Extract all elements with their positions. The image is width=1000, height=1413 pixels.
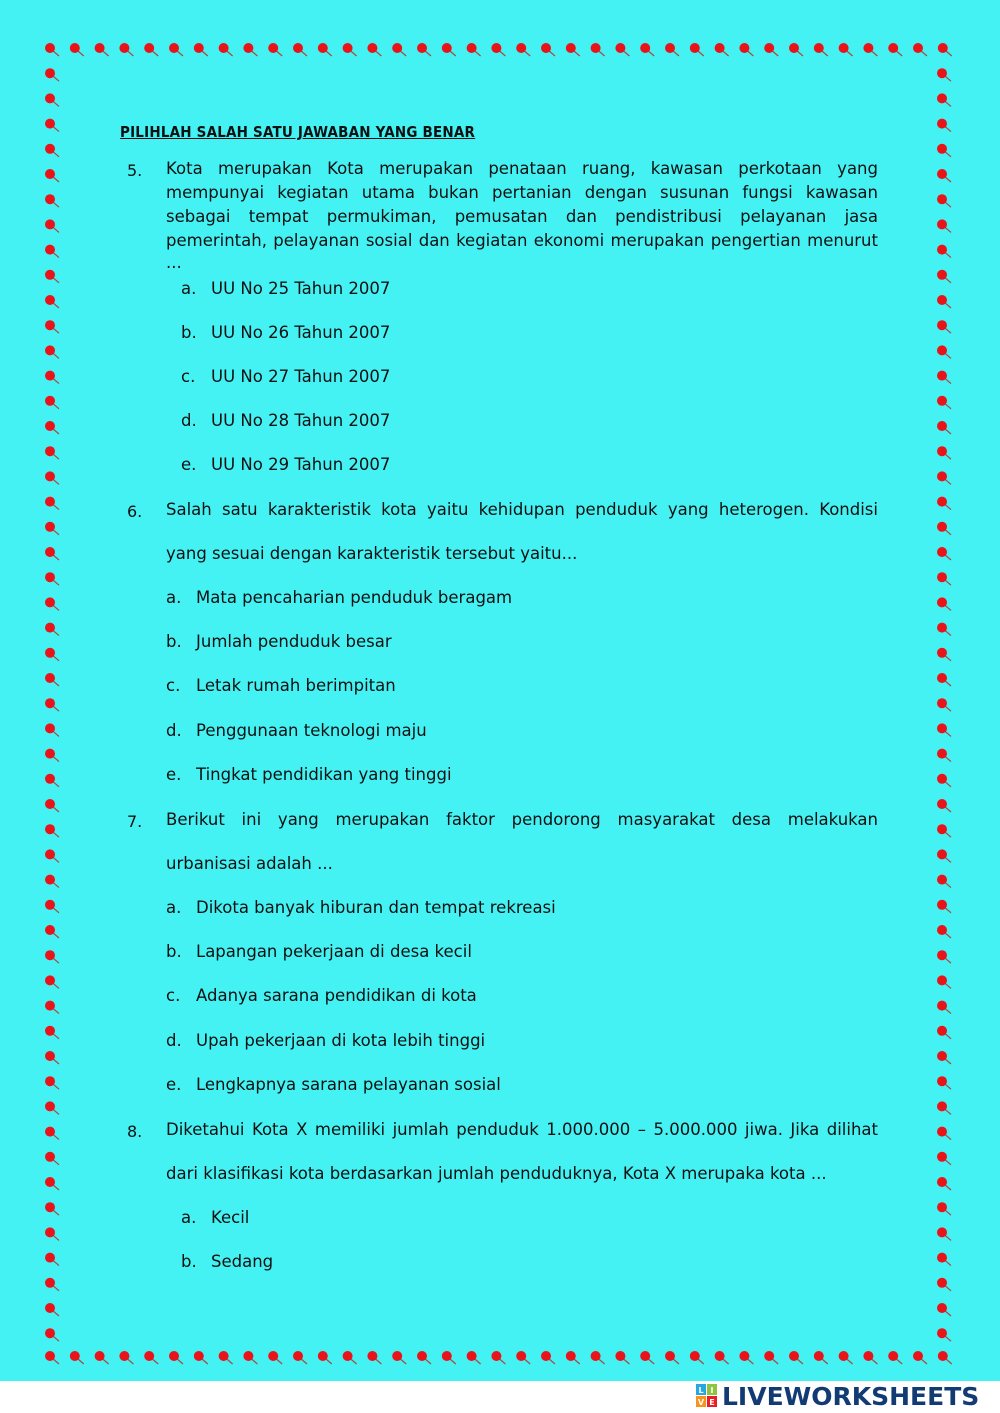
border-dot: [938, 43, 952, 56]
option-text: Upah pekerjaan di kota lebih tinggi: [196, 1031, 486, 1050]
border-dot: [45, 623, 59, 636]
border-dot: [45, 597, 59, 610]
border-dot: [937, 824, 951, 837]
border-dot: [45, 320, 59, 333]
option-text: Jumlah penduduk besar: [196, 632, 392, 651]
border-dot: [591, 1351, 605, 1364]
option-text: Tingkat pendidikan yang tinggi: [196, 765, 452, 784]
option-text: UU No 28 Tahun 2007: [211, 411, 391, 430]
option-letter: a.: [181, 279, 197, 298]
answer-option[interactable]: [181, 411, 390, 430]
border-dot: [937, 1328, 951, 1341]
border-dot: [591, 43, 605, 56]
option-text: UU No 26 Tahun 2007: [211, 323, 391, 342]
border-dot: [45, 1177, 59, 1190]
question-line: ...: [166, 253, 182, 272]
border-dot: [169, 43, 183, 56]
border-dot: [937, 295, 951, 308]
border-dot: [45, 43, 59, 56]
liveworksheets-logo-icon: [696, 1384, 718, 1408]
border-dot: [814, 1351, 828, 1364]
border-dot: [937, 371, 951, 384]
border-dot: [937, 1101, 951, 1114]
border-dot: [45, 749, 59, 762]
border-dot: [45, 1351, 59, 1364]
answer-option[interactable]: [166, 942, 472, 961]
border-dot: [45, 1101, 59, 1114]
logo-letter: E: [709, 1398, 715, 1407]
border-dot: [937, 875, 951, 888]
border-dot: [45, 572, 59, 585]
option-letter: a.: [166, 588, 182, 607]
option-text: UU No 27 Tahun 2007: [211, 367, 391, 386]
border-dot: [937, 119, 951, 132]
border-dot: [268, 1351, 282, 1364]
border-dot: [739, 1351, 753, 1364]
border-dot: [45, 194, 59, 207]
border-dot: [665, 43, 679, 56]
border-dot: [937, 1152, 951, 1165]
border-dot: [367, 1351, 381, 1364]
border-dot: [937, 1026, 951, 1039]
border-dot: [392, 43, 406, 56]
border-dot: [293, 43, 307, 56]
border-dot: [937, 219, 951, 232]
border-dot: [45, 673, 59, 686]
border-dot: [937, 950, 951, 963]
border-dot: [937, 597, 951, 610]
border-dot: [937, 421, 951, 434]
border-dot: [268, 43, 282, 56]
option-letter: e.: [166, 765, 182, 784]
border-dot: [690, 1351, 704, 1364]
border-dot: [566, 1351, 580, 1364]
border-dot: [45, 1076, 59, 1089]
border-dot: [640, 43, 654, 56]
liveworksheets-wordmark: LIVEWORKSHEETS: [722, 1381, 980, 1411]
border-dot: [937, 1227, 951, 1240]
border-dot: [219, 1351, 233, 1364]
border-dot: [45, 1278, 59, 1291]
border-dot: [937, 749, 951, 762]
option-letter: a.: [181, 1208, 197, 1227]
answer-option[interactable]: [181, 323, 390, 342]
question-line: Kota merupakan Kota merupakan penataan ruang, kawasan perkotaan yang: [166, 159, 878, 178]
option-text: UU No 29 Tahun 2007: [211, 455, 391, 474]
border-dot: [70, 43, 84, 56]
option-letter: c.: [166, 676, 181, 695]
option-text: Mata pencaharian penduduk beragam: [196, 588, 513, 607]
instruction-heading: PILIHLAH SALAH SATU JAWABAN YANG BENAR: [120, 123, 476, 141]
border-dot: [442, 43, 456, 56]
border-dot: [764, 1351, 778, 1364]
option-letter: b.: [166, 942, 182, 961]
border-dot: [937, 925, 951, 938]
border-dot: [937, 497, 951, 510]
border-dot: [417, 1351, 431, 1364]
border-dot: [45, 1328, 59, 1341]
border-dot: [45, 900, 59, 913]
border-dot: [219, 43, 233, 56]
border-dot: [45, 144, 59, 157]
border-dot: [937, 900, 951, 913]
border-dot: [144, 1351, 158, 1364]
question-line: urbanisasi adalah ...: [166, 854, 333, 873]
border-dot: [937, 345, 951, 358]
border-dot: [45, 648, 59, 661]
answer-option[interactable]: [181, 367, 390, 386]
question-number: 8.: [127, 1122, 143, 1141]
border-dot: [45, 547, 59, 560]
question-number: 6.: [127, 502, 143, 521]
border-dot: [491, 43, 505, 56]
border-dot: [169, 1351, 183, 1364]
border-dot: [45, 799, 59, 812]
border-dot: [541, 1351, 555, 1364]
option-text: Penggunaan teknologi maju: [196, 721, 427, 740]
option-text: Lengkapnya sarana pelayanan sosial: [196, 1075, 501, 1094]
border-dot: [888, 43, 902, 56]
border-dot: [45, 522, 59, 535]
border-dot: [937, 975, 951, 988]
border-dot: [541, 43, 555, 56]
border-dot: [937, 68, 951, 81]
border-dot: [913, 1351, 927, 1364]
question-number: 7.: [127, 812, 143, 831]
border-dot: [45, 471, 59, 484]
option-letter: d.: [181, 411, 197, 430]
border-dot: [45, 446, 59, 459]
border-dot: [119, 43, 133, 56]
border-dot: [194, 43, 208, 56]
border-dot: [937, 522, 951, 535]
border-dot: [45, 93, 59, 106]
answer-option[interactable]: [166, 986, 477, 1005]
question-line: yang sesuai dengan karakteristik tersebut yaitu...: [166, 544, 578, 563]
border-dot: [442, 1351, 456, 1364]
border-dot: [119, 1351, 133, 1364]
option-letter: e.: [166, 1075, 182, 1094]
option-text: Lapangan pekerjaan di desa kecil: [196, 942, 472, 961]
border-dot: [318, 43, 332, 56]
border-dot: [45, 1303, 59, 1316]
border-dot: [888, 1351, 902, 1364]
border-dot: [45, 698, 59, 711]
question-line: sebagai tempat permukiman, pemusatan dan pendistribusi pelayanan jasa: [166, 207, 878, 226]
border-dot: [45, 497, 59, 510]
border-dot: [45, 774, 59, 787]
logo-letter: L: [698, 1386, 704, 1395]
option-text: Adanya sarana pendidikan di kota: [196, 986, 477, 1005]
border-dot: [937, 1127, 951, 1140]
border-dot: [863, 43, 877, 56]
border-dot: [45, 1051, 59, 1064]
border-dot: [45, 975, 59, 988]
logo-letter: I: [710, 1386, 714, 1395]
border-dot: [789, 43, 803, 56]
answer-option[interactable]: [166, 588, 512, 607]
option-letter: d.: [166, 721, 182, 740]
border-dot: [937, 774, 951, 787]
question-line: mempunyai kegiatan utama bukan pertanian dengan susunan fungsi kawasan: [166, 183, 878, 202]
answer-option[interactable]: [166, 898, 556, 917]
border-dot: [45, 1026, 59, 1039]
border-dot: [937, 673, 951, 686]
option-letter: b.: [181, 1252, 197, 1271]
border-dot: [45, 723, 59, 736]
border-dot: [45, 371, 59, 384]
option-letter: b.: [166, 632, 182, 651]
border-dot: [615, 43, 629, 56]
border-dot: [937, 194, 951, 207]
border-dot: [937, 547, 951, 560]
border-dot: [913, 43, 927, 56]
border-dot: [764, 43, 778, 56]
border-dot: [937, 396, 951, 409]
border-dot: [45, 1202, 59, 1215]
border-dot: [937, 169, 951, 182]
border-dot: [937, 849, 951, 862]
answer-option[interactable]: [181, 1208, 249, 1227]
answer-option[interactable]: [181, 279, 390, 298]
border-dot: [937, 446, 951, 459]
border-dot: [937, 1177, 951, 1190]
option-letter: c.: [166, 986, 181, 1005]
border-dot: [937, 623, 951, 636]
border-dot: [937, 698, 951, 711]
border-dot: [937, 1001, 951, 1014]
border-dot: [937, 1051, 951, 1064]
border-dot: [937, 1076, 951, 1089]
border-dot: [45, 68, 59, 81]
border-dot: [516, 43, 530, 56]
question-number: 5.: [127, 161, 143, 180]
border-dot: [937, 1253, 951, 1266]
liveworksheets-brand[interactable]: [696, 1382, 979, 1410]
border-dot: [45, 849, 59, 862]
border-dot: [739, 43, 753, 56]
border-dot: [343, 1351, 357, 1364]
border-dot: [937, 144, 951, 157]
border-dot: [243, 43, 257, 56]
border-dot: [640, 1351, 654, 1364]
border-dot: [45, 270, 59, 283]
border-dot: [615, 1351, 629, 1364]
option-letter: a.: [166, 898, 182, 917]
border-dot: [937, 1202, 951, 1215]
option-letter: e.: [181, 455, 197, 474]
border-dot: [417, 43, 431, 56]
border-dot: [367, 43, 381, 56]
answer-option[interactable]: [166, 676, 396, 695]
option-letter: b.: [181, 323, 197, 342]
border-dot: [937, 320, 951, 333]
border-dot: [144, 43, 158, 56]
border-dot: [814, 43, 828, 56]
border-dot: [839, 1351, 853, 1364]
option-text: Sedang: [211, 1252, 274, 1271]
option-letter: c.: [181, 367, 196, 386]
border-dot: [45, 925, 59, 938]
border-dot: [665, 1351, 679, 1364]
border-dot: [937, 799, 951, 812]
question-line: Berikut ini yang merupakan faktor pendorong masyarakat desa melakukan: [166, 810, 878, 829]
border-dot: [95, 1351, 109, 1364]
option-letter: d.: [166, 1031, 182, 1050]
answer-option[interactable]: [181, 455, 390, 474]
border-dot: [318, 1351, 332, 1364]
border-dot: [715, 1351, 729, 1364]
border-dot: [45, 1152, 59, 1165]
answer-option[interactable]: [166, 1031, 485, 1050]
border-dot: [194, 1351, 208, 1364]
option-text: UU No 25 Tahun 2007: [211, 279, 391, 298]
border-dot: [45, 875, 59, 888]
border-dot: [343, 43, 357, 56]
border-dot: [45, 119, 59, 132]
border-dot: [392, 1351, 406, 1364]
border-dot: [516, 1351, 530, 1364]
border-dot: [937, 1278, 951, 1291]
question-line: Salah satu karakteristik kota yaitu kehidupan penduduk yang heterogen. Kondisi: [166, 500, 878, 519]
border-dot: [715, 43, 729, 56]
border-dot: [467, 43, 481, 56]
border-dot: [45, 824, 59, 837]
border-dot: [45, 421, 59, 434]
border-dot: [45, 1253, 59, 1266]
border-dot: [937, 93, 951, 106]
border-dot: [789, 1351, 803, 1364]
border-dot: [45, 1001, 59, 1014]
border-dot: [491, 1351, 505, 1364]
question-line: pemerintah, pelayanan sosial dan kegiatan ekonomi merupakan pengertian menurut: [166, 231, 878, 250]
border-dot: [45, 345, 59, 358]
question-line: Diketahui Kota X memiliki jumlah penduduk 1.000.000 – 5.000.000 jiwa. Jika dilihat: [166, 1120, 878, 1139]
border-dot: [293, 1351, 307, 1364]
border-dot: [937, 270, 951, 283]
border-dot: [937, 245, 951, 258]
border-dot: [937, 1303, 951, 1316]
answer-option[interactable]: [181, 1252, 273, 1271]
question-line: dari klasifikasi kota berdasarkan jumlah penduduknya, Kota X merupaka kota ...: [166, 1164, 827, 1183]
border-dot: [70, 1351, 84, 1364]
border-dot: [45, 1227, 59, 1240]
border-dot: [937, 648, 951, 661]
option-text: Kecil: [211, 1208, 250, 1227]
border-dot: [45, 169, 59, 182]
border-dot: [45, 396, 59, 409]
border-dot: [839, 43, 853, 56]
border-dot: [95, 43, 109, 56]
border-dot: [45, 245, 59, 258]
answer-option[interactable]: [166, 765, 452, 784]
border-dot: [937, 471, 951, 484]
border-dot: [690, 43, 704, 56]
border-dot: [45, 950, 59, 963]
option-text: Dikota banyak hiburan dan tempat rekreasi: [196, 898, 556, 917]
border-dot: [937, 723, 951, 736]
border-dot: [45, 219, 59, 232]
answer-option[interactable]: [166, 721, 427, 740]
answer-option[interactable]: [166, 632, 392, 651]
border-dot: [45, 1127, 59, 1140]
border-dot: [937, 572, 951, 585]
border-dot: [243, 1351, 257, 1364]
answer-option[interactable]: [166, 1075, 501, 1094]
border-dot: [467, 1351, 481, 1364]
border-dot: [863, 1351, 877, 1364]
border-dot: [566, 43, 580, 56]
logo-letter: V: [697, 1398, 705, 1407]
option-text: Letak rumah berimpitan: [196, 676, 396, 695]
border-dot: [938, 1351, 952, 1364]
border-dot: [45, 295, 59, 308]
